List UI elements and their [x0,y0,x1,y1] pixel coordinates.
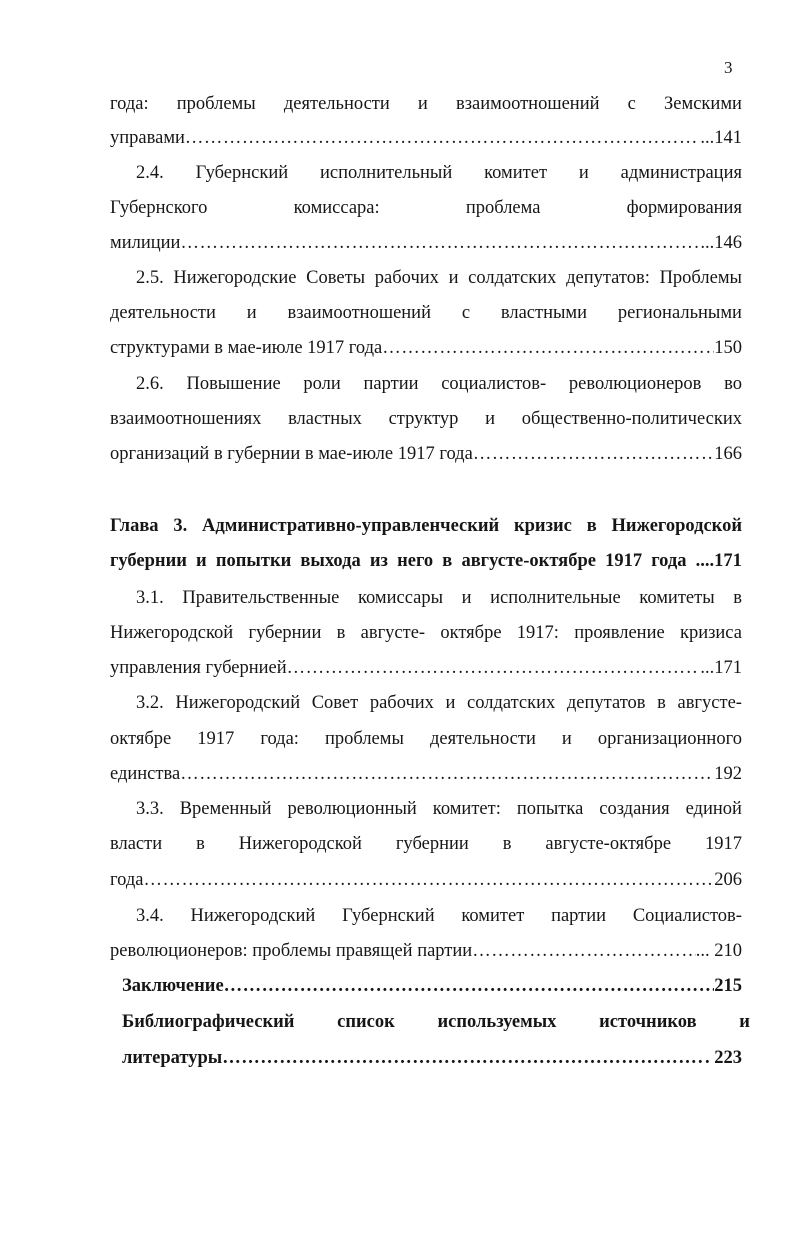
toc-entry-line [110,898,742,934]
word: губернии [248,623,322,643]
toc-page-number: 166 [714,444,742,464]
toc-entry-line [122,1040,742,1076]
word: 2.6. [136,374,164,394]
word: исполнительные [490,588,621,608]
word: Глава [110,516,159,536]
toc-entry-line [110,190,742,226]
word: организационного [597,729,742,749]
toc-entry-line [110,330,742,366]
toc-entry-text: единства [110,764,181,784]
word: солдатских [468,268,557,288]
word: и [246,303,257,323]
word: комиссары [357,588,444,608]
word: и [578,163,589,183]
toc-entry-text: милиции [110,233,181,253]
word: общественно-политических [521,409,742,429]
word: Губернского [110,198,208,218]
word: комиссара: [293,198,380,218]
toc-page-number: 215 [714,976,742,996]
toc-entry-line [110,401,742,437]
word: 1917: [516,623,559,643]
toc-entry-line [122,968,742,1004]
word: года: [260,729,299,749]
word: 1917 [704,834,742,854]
word: взаимоотношений [455,94,600,114]
word: в [442,551,453,571]
chapter-heading-line [110,508,742,544]
leader-dots [180,756,714,792]
toc-entry-line [110,260,742,296]
word: с [461,303,471,323]
toc-entry-text: Заключение [122,976,224,996]
toc-entry-line [110,650,742,686]
word: Нижегородской [238,834,362,854]
word: и [445,693,456,713]
word: Губернский [342,906,435,926]
word: единой [685,799,742,819]
toc-entry-line [110,862,742,898]
word: 2.4. [136,163,164,183]
toc-page-number: 192 [714,764,742,784]
word: партии [551,906,607,926]
word: Нижегородский [190,906,316,926]
toc-page-number: ...171 [700,658,742,678]
toc-entry-line [110,120,742,156]
word: августе-октябре [461,551,596,571]
word: губернии [395,834,469,854]
word: и [561,729,572,749]
word: деятельности [110,303,216,323]
word: кризис [513,516,572,536]
toc-entry-text: управления губернией [110,658,287,678]
word: проблемы [176,94,256,114]
word: создания [599,799,670,819]
toc-entry-text: года [110,870,144,890]
word: источников [599,1012,697,1032]
word: депутатов: [566,268,650,288]
toc-entry-text: революционеров: проблемы правящей партии [110,941,473,961]
toc-entry-line [110,756,742,792]
toc-entry-line [110,155,742,191]
word: попытка [516,799,584,819]
word: выхода [300,551,361,571]
word: Проблемы [659,268,742,288]
page-number: 3 [724,58,733,77]
leader-dots [185,120,700,156]
toc-page-number: ...141 [700,128,742,148]
toc-entry-line [110,933,742,969]
toc-entry-line [122,1004,750,1040]
leader-dots [472,933,696,969]
word: комитет: [432,799,501,819]
word: Социалистов- [632,906,742,926]
toc-entry-text: литературы [122,1048,223,1068]
word: во [724,374,742,394]
word: деятельности [429,729,536,749]
word: Нижегородский [175,693,301,713]
word: года: [110,94,149,114]
word: года [651,551,687,571]
toc-entry-line [110,225,742,261]
toc-page-number: 206 [714,870,742,890]
word: 3. [173,516,188,536]
word: Земскими [664,94,742,114]
word: взаимоотношениях [110,409,262,429]
word: революционеров [568,374,702,394]
toc-entry-line [110,615,742,651]
toc-entry-line [110,86,742,122]
word: администрация [620,163,742,183]
word: комитет [484,163,548,183]
word: него [397,551,434,571]
toc-entry-line [110,721,742,757]
word: комитеты [639,588,715,608]
word: в [586,516,597,536]
word: Губернский [195,163,289,183]
word: августе-октябре [545,834,672,854]
toc-page-number: ..146 [705,233,742,253]
toc-page-number: . 223 [705,1048,742,1068]
word: партии [363,374,419,394]
leader-dots [180,225,705,261]
word: рабочих [374,268,439,288]
word: Советы [306,268,366,288]
word: октябре [110,729,172,749]
word: 3.2. [136,693,164,713]
word: 1917 [605,551,643,571]
word: Нижегородской [110,623,234,643]
toc-entry-line [110,580,742,616]
word: структур [388,409,459,429]
word: Совет [311,693,359,713]
word: августе- [360,623,426,643]
word: деятельности [283,94,390,114]
word: рабочих [369,693,434,713]
word: и [485,409,496,429]
word: исполнительный [320,163,453,183]
leader-dots [224,968,715,1004]
word: октябре [440,623,502,643]
toc-entry-line [110,295,742,331]
word: Нижегородские [173,268,297,288]
toc-entry-line [110,436,742,472]
word: список [337,1012,395,1032]
word: комитет [461,906,525,926]
leader-dots [473,436,714,472]
word: в [733,588,742,608]
word: проблемы [324,729,404,749]
word: и [196,551,207,571]
toc-entry-line [110,366,742,402]
word: Библиографический [122,1012,295,1032]
word: ....171 [695,551,742,571]
toc-entry-line [110,826,742,862]
toc-page-number: ... 210 [695,941,742,961]
word: используемых [437,1012,557,1032]
word: депутатов [566,693,646,713]
word: с [627,94,636,114]
toc-entry-line [110,685,742,721]
leader-dots [287,650,701,686]
word: взаимоотношений [287,303,431,323]
word: 2.5. [136,268,164,288]
word: попытки [215,551,292,571]
toc-entry-text: организаций в губернии в мае-июле 1917 года [110,444,473,464]
word: революционный [287,799,417,819]
word: Повышение [186,374,281,394]
word: в [336,623,346,643]
word: проблема [465,198,541,218]
word: в [502,834,512,854]
word: власти [110,834,163,854]
toc-entry-line [110,791,742,827]
word: из [369,551,388,571]
word: роли [303,374,341,394]
word: 3.3. [136,799,164,819]
word: солдатских [467,693,556,713]
word: и [739,1012,750,1032]
word: в [196,834,205,854]
word: 3.4. [136,906,164,926]
word: Правительственные [182,588,340,608]
toc-entry-text: структурами в мае-июле 1917 года [110,338,383,358]
chapter-heading-line [110,543,742,579]
word: Временный [179,799,272,819]
toc-entry-text: управами [110,128,185,148]
toc-page-number: 150 [714,338,742,358]
word: и [461,588,472,608]
word: кризиса [679,623,742,643]
leader-dots [143,862,714,898]
word: и [417,94,428,114]
word: властными [500,303,588,323]
word: властных [288,409,362,429]
word: 3.1. [136,588,164,608]
word: проявление [574,623,665,643]
word: региональными [617,303,742,323]
word: августе- [677,693,742,713]
word: губернии [110,551,187,571]
word: и [448,268,459,288]
leader-dots [222,1040,705,1076]
word: в [657,693,666,713]
word: формирования [626,198,742,218]
leader-dots [382,330,714,366]
word: Административно-управленческий [202,516,500,536]
word: 1917 [197,729,235,749]
word: социалистов- [441,374,547,394]
word: Нижегородской [611,516,742,536]
